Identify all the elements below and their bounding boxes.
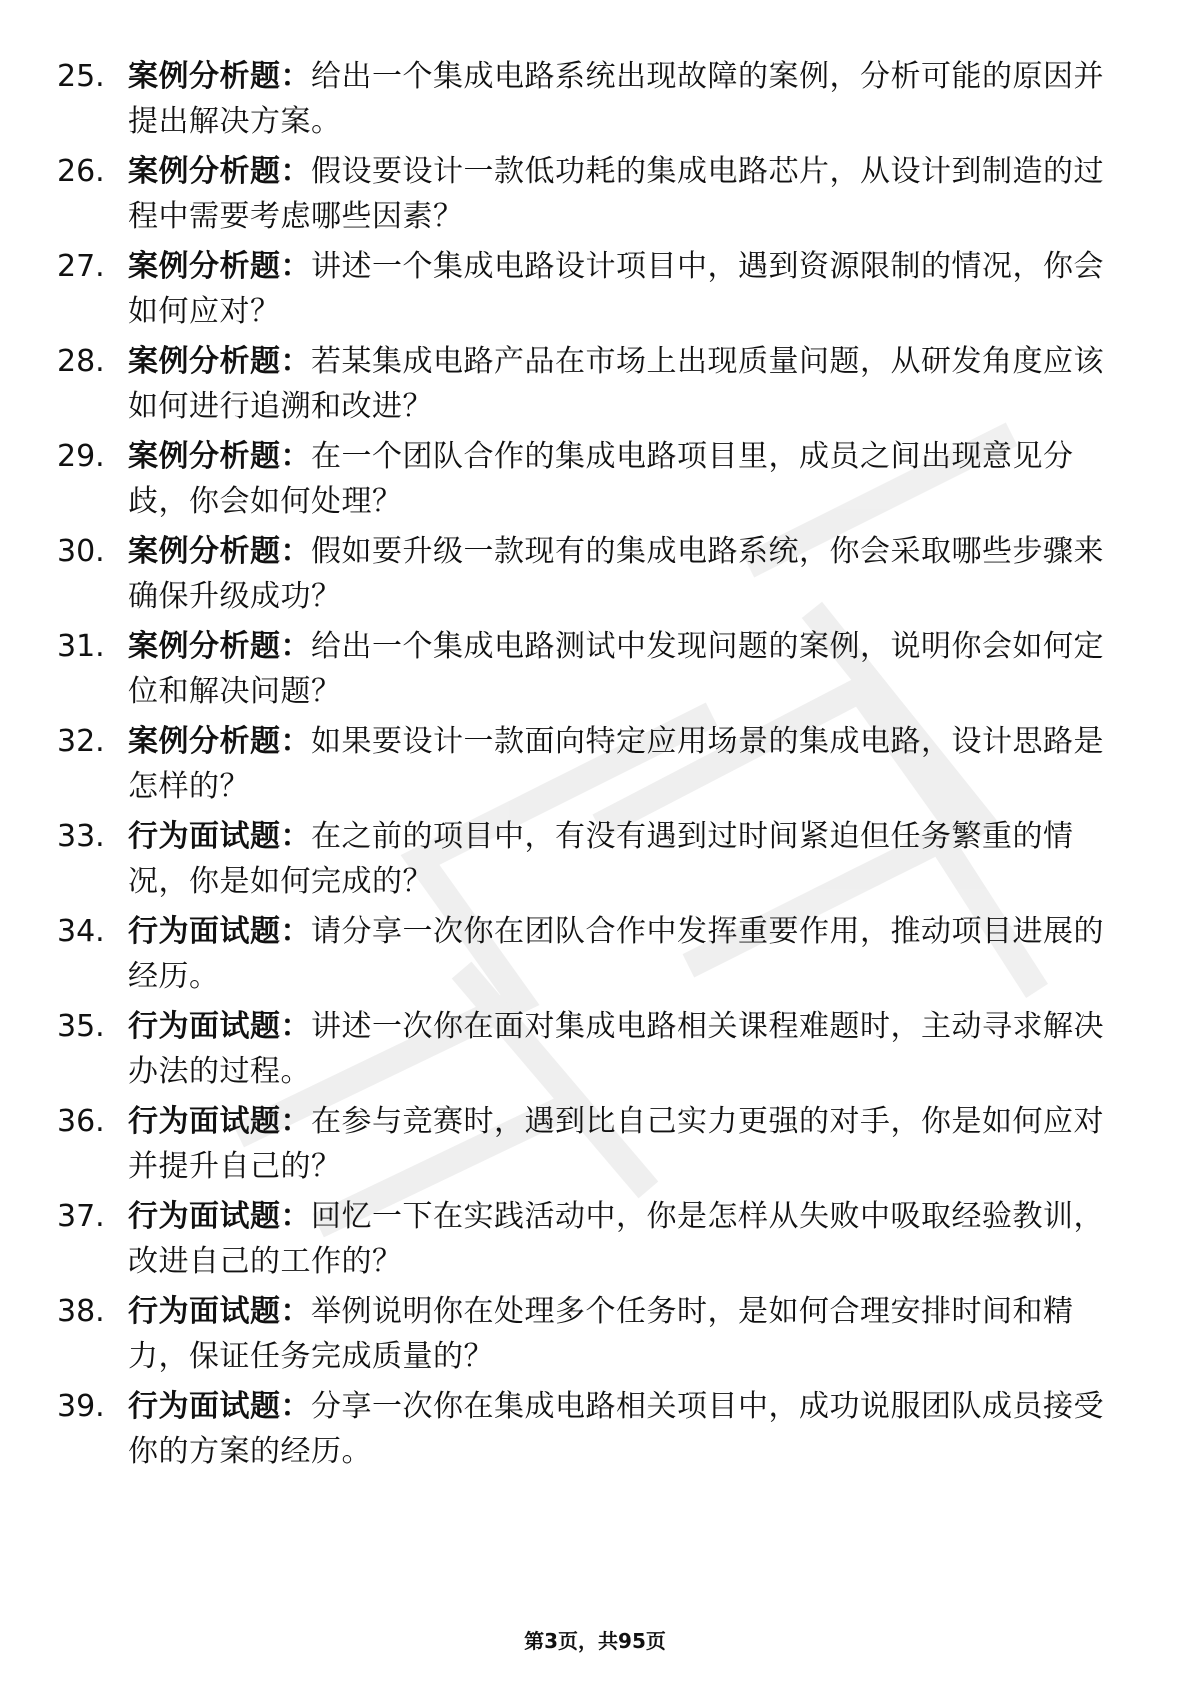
question-category: 案例分析题：: [128, 344, 311, 379]
question-text: 在参与竞赛时，遇到比自己实力更强的对手，你是如何应对并提升自己的？: [128, 1104, 1104, 1184]
question-number: 37.: [57, 1199, 105, 1234]
question-category: 行为面试题：: [128, 1294, 311, 1329]
question-category: 案例分析题：: [128, 59, 311, 94]
question-body: [128, 149, 1108, 239]
question-category: 案例分析题：: [128, 439, 311, 474]
question-number: 26.: [57, 154, 105, 189]
question-category: 案例分析题：: [128, 249, 311, 284]
question-number: 39.: [57, 1389, 105, 1424]
question-number: 30.: [57, 534, 105, 569]
question-text: 假设要设计一款低功耗的集成电路芯片，从设计到制造的过程中需要考虑哪些因素？: [128, 154, 1104, 234]
question-body: [128, 1194, 1108, 1284]
question-number: 27.: [57, 249, 105, 284]
question-body: [128, 719, 1108, 809]
question-number: 25.: [57, 59, 105, 94]
question-text: 给出一个集成电路测试中发现问题的案例，说明你会如何定位和解决问题？: [128, 629, 1104, 709]
question-body: [128, 1384, 1108, 1474]
question-number: 29.: [57, 439, 105, 474]
question-text: 在之前的项目中，有没有遇到过时间紧迫但任务繁重的情况，你是如何完成的？: [128, 819, 1074, 899]
question-body: [128, 1004, 1108, 1094]
question-text: 分享一次你在集成电路相关项目中，成功说服团队成员接受你的方案的经历。: [128, 1389, 1104, 1469]
question-text: 给出一个集成电路系统出现故障的案例，分析可能的原因并提出解决方案。: [128, 59, 1104, 139]
question-body: [128, 814, 1108, 904]
question-text: 讲述一次你在面对集成电路相关课程难题时，主动寻求解决办法的过程。: [128, 1009, 1104, 1089]
page-footer: 第3页，共95页: [524, 1629, 666, 1653]
question-number: 34.: [57, 914, 105, 949]
question-text: 假如要升级一款现有的集成电路系统，你会采取哪些步骤来确保升级成功？: [128, 534, 1104, 614]
question-body: [128, 244, 1108, 334]
question-category: 案例分析题：: [128, 154, 311, 189]
question-body: [128, 529, 1108, 619]
question-category: 行为面试题：: [128, 819, 311, 854]
question-number: 36.: [57, 1104, 105, 1139]
question-number: 28.: [57, 344, 105, 379]
question-body: [128, 434, 1108, 524]
question-number: 38.: [57, 1294, 105, 1329]
question-number: 33.: [57, 819, 105, 854]
question-text: 请分享一次你在团队合作中发挥重要作用，推动项目进展的经历。: [128, 914, 1104, 994]
question-number: 31.: [57, 629, 105, 664]
question-text: 回忆一下在实践活动中，你是怎样从失败中吸取经验教训，改进自己的工作的？: [128, 1199, 1104, 1279]
question-category: 案例分析题：: [128, 534, 311, 569]
question-category: 行为面试题：: [128, 1104, 311, 1139]
question-category: 行为面试题：: [128, 914, 311, 949]
question-category: 案例分析题：: [128, 724, 311, 759]
question-body: [128, 339, 1108, 429]
question-body: [128, 1099, 1108, 1189]
question-body: [128, 54, 1108, 144]
question-text: 在一个团队合作的集成电路项目里，成员之间出现意见分歧，你会如何处理？: [128, 439, 1074, 519]
question-number: 32.: [57, 724, 105, 759]
question-category: 行为面试题：: [128, 1009, 311, 1044]
question-body: [128, 909, 1108, 999]
question-text: 如果要设计一款面向特定应用场景的集成电路，设计思路是怎样的？: [128, 724, 1104, 804]
question-category: 案例分析题：: [128, 629, 311, 664]
question-text: 若某集成电路产品在市场上出现质量问题，从研发角度应该如何进行追溯和改进？: [128, 344, 1104, 424]
question-body: [128, 1289, 1108, 1379]
question-category: 行为面试题：: [128, 1389, 311, 1424]
question-category: 行为面试题：: [128, 1199, 311, 1234]
question-number: 35.: [57, 1009, 105, 1044]
question-body: [128, 624, 1108, 714]
question-text: 讲述一个集成电路设计项目中，遇到资源限制的情况，你会如何应对？: [128, 249, 1104, 329]
question-text: 举例说明你在处理多个任务时，是如何合理安排时间和精力，保证任务完成质量的？: [128, 1294, 1074, 1374]
